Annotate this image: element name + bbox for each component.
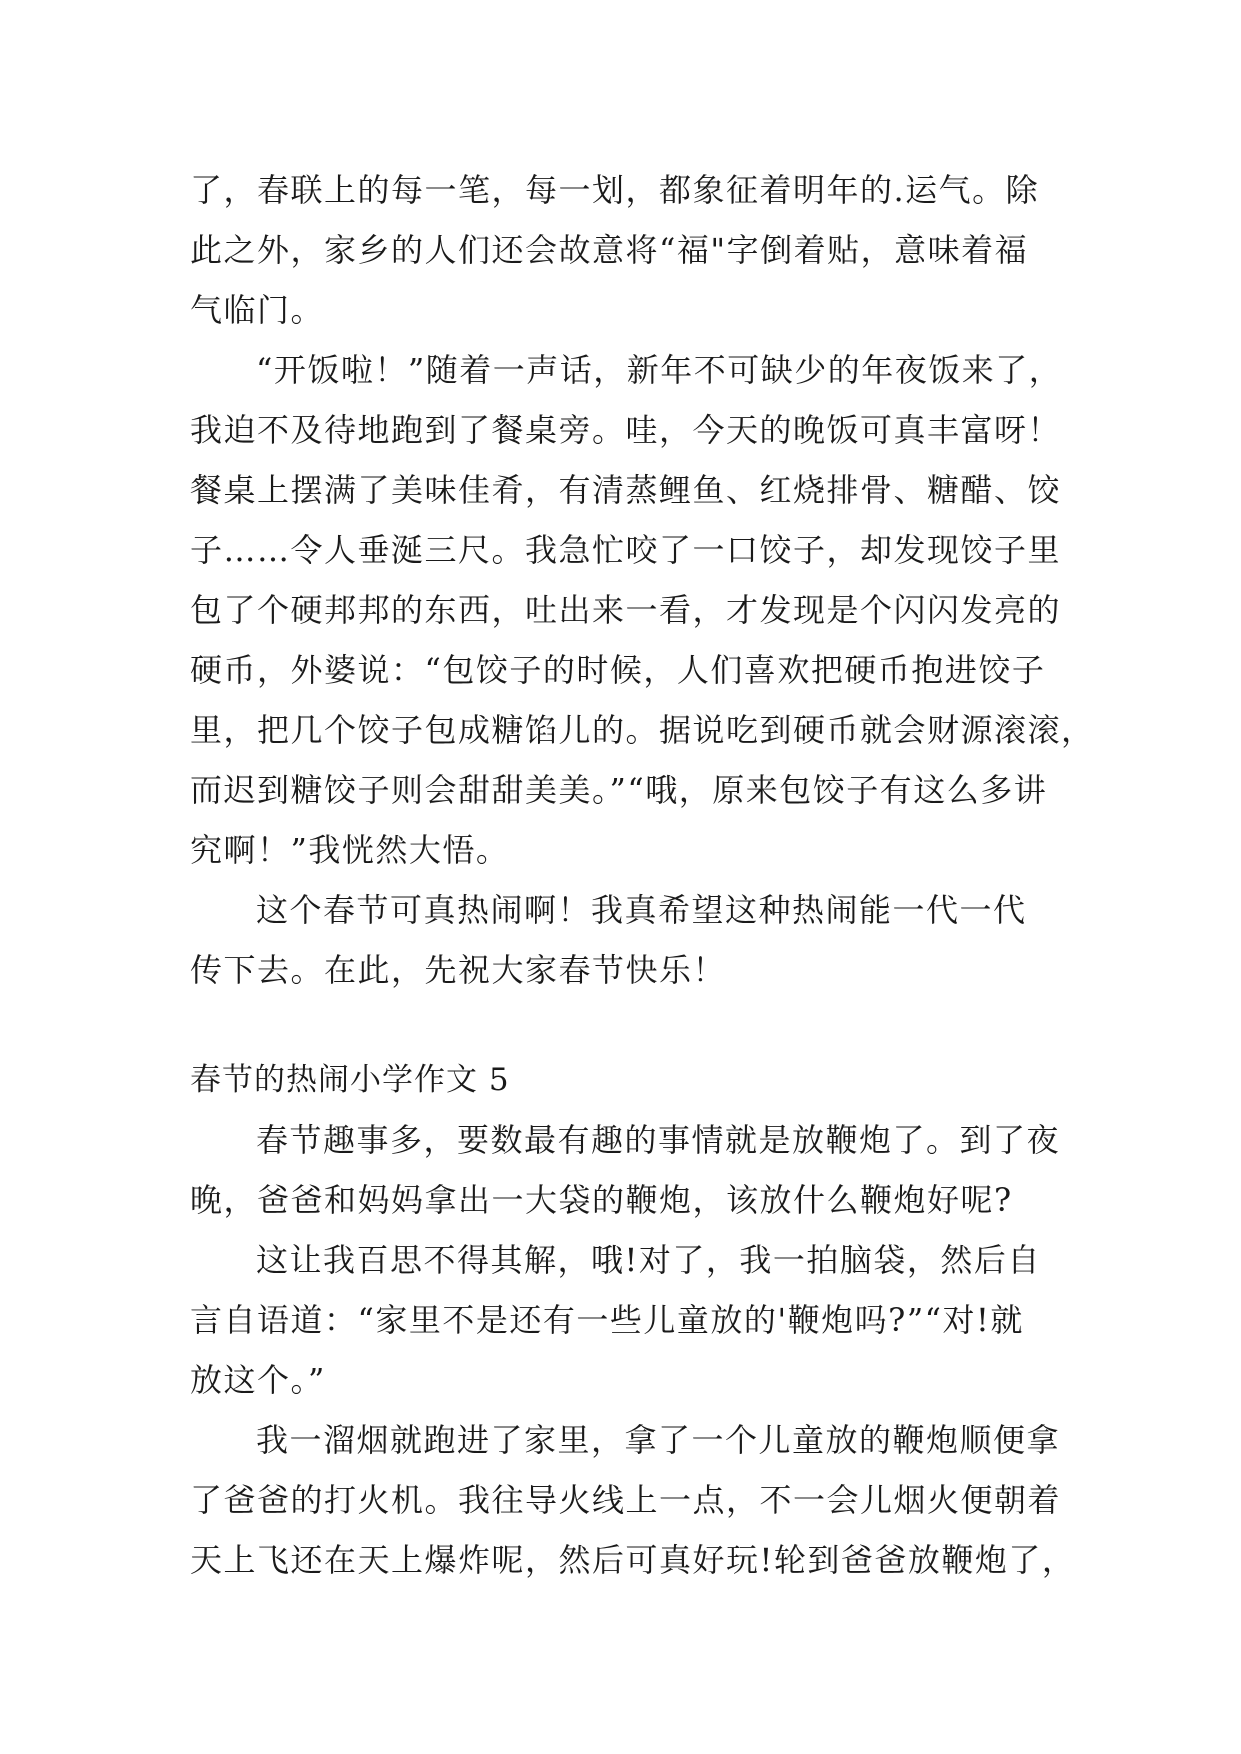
text-line: 子……令人垂涎三尺。我急忙咬了一口饺子，却发现饺子里: [190, 531, 1062, 569]
text-line: 了，春联上的每一笔，每一划，都象征着明年的.运气。除: [190, 171, 1040, 209]
text-line: 我迫不及待地跑到了餐桌旁。哇，今天的晚饭可真丰富呀！: [190, 411, 1062, 449]
paragraph-firecrackers: [190, 1110, 1061, 1230]
paragraph-dinner: [190, 340, 1095, 880]
text-line: 这让我百思不得其解，哦!对了，我一拍脑袋，然后自: [256, 1241, 1041, 1279]
paragraph-conclusion: [190, 880, 1050, 1000]
text-line: 究啊！”我恍然大悟。: [190, 831, 510, 869]
text-line: 气临门。: [190, 291, 325, 329]
text-line: 此之外，家乡的人们还会故意将“福"字倒着贴，意味着福: [190, 231, 1029, 269]
text-line: 而迟到糖饺子则会甜甜美美。”“哦，原来包饺子有这么多讲: [190, 771, 1048, 809]
text-line: 晚，爸爸和妈妈拿出一大袋的鞭炮，该放什么鞭炮好呢?: [190, 1181, 1013, 1219]
paragraph-lighting: [190, 1410, 1076, 1590]
text-line: 言自语道：“家里不是还有一些儿童放的'鞭炮吗?”“对!就: [190, 1301, 1024, 1339]
text-line: 包了个硬邦邦的东西，吐出来一看，才发现是个闪闪发亮的: [190, 591, 1062, 629]
text-line: 放这个。”: [190, 1361, 326, 1399]
paragraph-idea: [190, 1230, 1050, 1410]
paragraph-spring-couplets: [190, 160, 1050, 340]
text-line: 了爸爸的打火机。我往导火线上一点，不一会儿烟火便朝着: [190, 1481, 1062, 1519]
section-title: 春节的热闹小学作文 5: [190, 1062, 510, 1098]
text-line: 我一溜烟就跑进了家里，拿了一个儿童放的鞭炮顺便拿: [256, 1421, 1061, 1459]
section-gap: [190, 1000, 1050, 1050]
text-line: 天上飞还在天上爆炸呢，然后可真好玩!轮到爸爸放鞭炮了，: [190, 1541, 1076, 1579]
text-line: 传下去。在此，先祝大家春节快乐！: [190, 951, 727, 989]
text-line: 硬币，外婆说：“包饺子的时候，人们喜欢把硬币抱进饺子: [190, 651, 1046, 689]
text-line: 这个春节可真热闹啊！我真希望这种热闹能一代一代: [256, 891, 1027, 929]
text-line: 里，把几个饺子包成糖馅儿的。据说吃到硬币就会财源滚滚，: [190, 711, 1095, 749]
text-line: 餐桌上摆满了美味佳肴，有清蒸鲤鱼、红烧排骨、糖醋、饺: [190, 471, 1062, 509]
document-page: [190, 160, 1095, 1590]
text-line: 春节趣事多，要数最有趣的事情就是放鞭炮了。到了夜: [256, 1121, 1061, 1159]
text-line: “开饭啦！”随着一声话，新年不可缺少的年夜饭来了，: [256, 351, 1063, 389]
